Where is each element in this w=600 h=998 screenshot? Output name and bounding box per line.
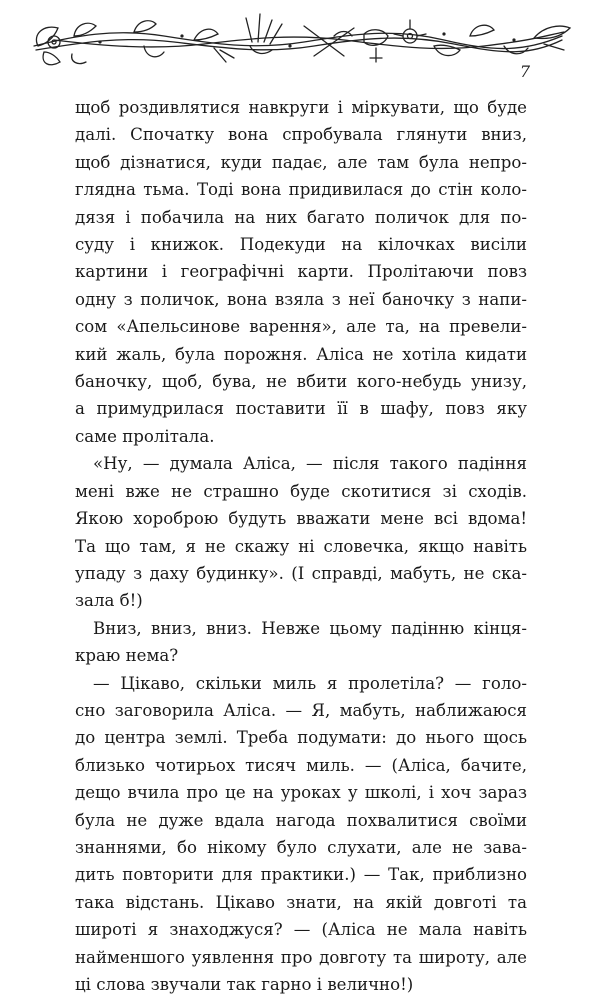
- text-line: щоб роздивлятися навкруги і міркувати, що буде: [75, 98, 527, 117]
- text-line: така відстань. Цікаво знати, на якій довготі та: [75, 892, 527, 912]
- text-line: «Ну, — думала Аліса, — після такого падіння: [93, 454, 527, 474]
- text-line: зала б!): [75, 591, 143, 611]
- text-line: дязя і побачила на них багато поличок для по-: [75, 207, 527, 227]
- text-line: картини і географічні карти. Пролітаючи повз: [75, 262, 527, 282]
- text-line: мені вже не страшно буде скотитися зі сходів.: [75, 481, 527, 501]
- paragraph: [75, 615, 527, 670]
- text-line: суду і книжок. Подекуди на кілочках висіли: [75, 235, 527, 255]
- text-line: саме пролітала.: [75, 426, 215, 446]
- text-line: Якою хороброю будуть вважати мене всі вдома!: [75, 509, 527, 529]
- text-line: Та що там, я не скажу ні словечка, якщо навіть: [75, 536, 527, 556]
- text-line: кий жаль, була порожня. Аліса не хотіла кидати: [75, 344, 527, 364]
- page-number: 7: [519, 62, 530, 81]
- text-line: дить повторити для практики.) — Так, приблизно: [75, 865, 527, 885]
- text-line: далі. Спочатку вона спробувала глянути вниз,: [75, 125, 527, 145]
- text-line: Вниз, вниз, вниз. Невже цьому падінню кінця-: [93, 618, 527, 638]
- text-line: ці слова звучали так гарно і велично!): [75, 975, 414, 994]
- floral-vine-border-icon: [14, 6, 582, 72]
- text-line: дещо вчила про це на уроках у школі, і хоч зараз: [75, 783, 527, 803]
- text-line: упаду з даху будинку». (І справді, мабуть, не ска-: [75, 563, 527, 583]
- text-line: — Цікаво, скільки миль я пролетіла? — голо-: [93, 673, 527, 693]
- paragraph: [75, 94, 527, 450]
- text-line: а примудрилася поставити її в шафу, повз яку: [75, 399, 527, 419]
- text-line: краю нема?: [75, 646, 179, 666]
- text-line: щоб дізнатися, куди падає, але там була непро-: [75, 152, 527, 172]
- text-line: найменшого уявлення про довготу та широту, але: [75, 947, 527, 967]
- text-line: баночку, щоб, бува, не вбити кого-небудь унизу,: [75, 372, 527, 392]
- paragraph: [75, 450, 527, 614]
- text-line: широті я знаходжуся? — (Аліса не мала навіть: [75, 920, 527, 940]
- text-line: знаннями, бо нікому було слухати, але не зава-: [75, 837, 527, 857]
- text-line: сом «Апельсинове варення», але та, на превели-: [75, 317, 527, 337]
- text-line: близько чотирьох тисяч миль. — (Аліса, бачите,: [75, 755, 527, 775]
- text-line: одну з поличок, вона взяла з неї баночку з напи-: [75, 289, 527, 309]
- paragraph: [75, 670, 527, 998]
- text-line: була не дуже вдала нагода похвалитися своїми: [75, 810, 527, 830]
- text-line: глядна тьма. Тоді вона придивилася до стін коло-: [75, 180, 527, 200]
- text-line: сно заговорила Аліса. — Я, мабуть, наближаюся: [75, 700, 527, 720]
- body-text: [75, 94, 527, 998]
- text-line: до центра землі. Треба подумати: до нього щось: [75, 728, 527, 748]
